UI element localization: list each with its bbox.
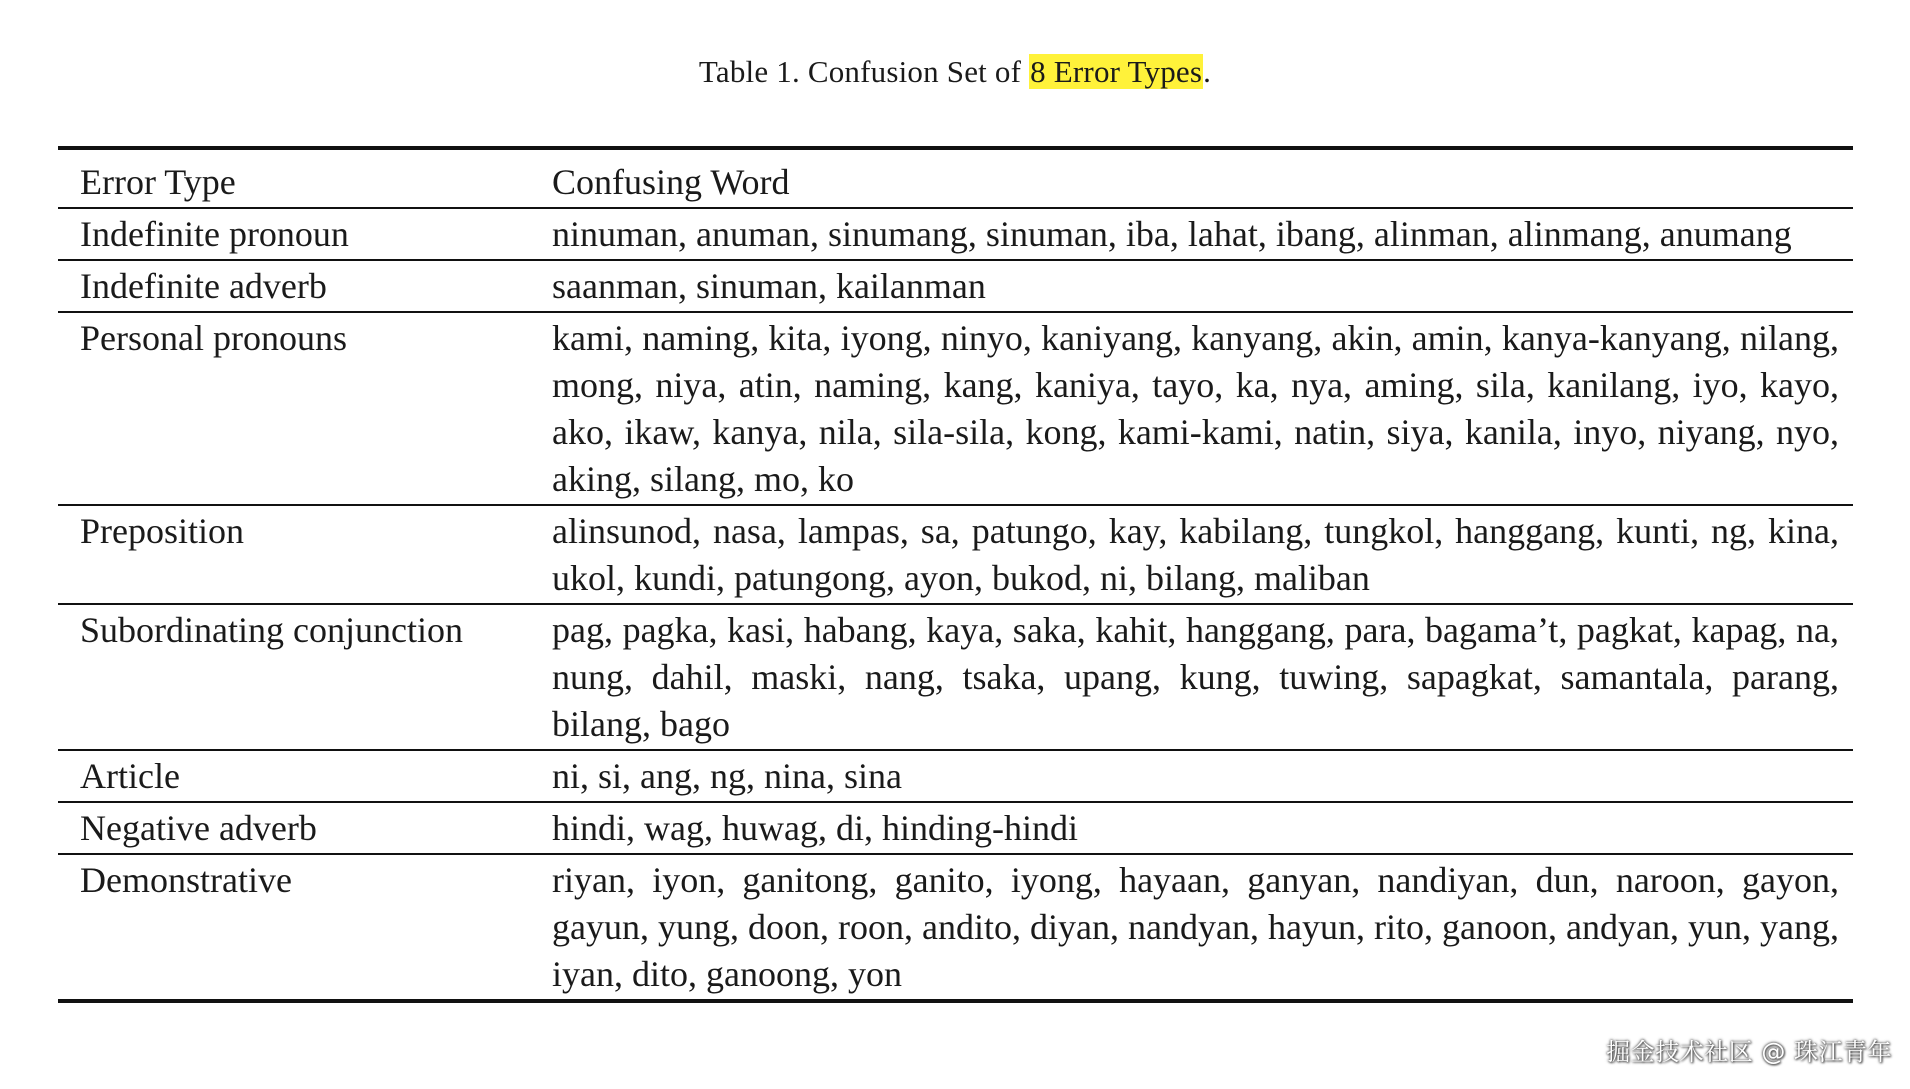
table-row [58, 505, 1853, 604]
caption-prefix: Table 1. Confusion Set of [698, 54, 1030, 89]
confusing-word-cell: hindi, wag, huwag, di, hinding-hindi [552, 802, 1853, 854]
error-type-cell: Demonstrative [80, 860, 292, 900]
table-row [58, 312, 1853, 505]
table-row [58, 604, 1853, 750]
confusing-word-cell: kami, naming, kita, iyong, ninyo, kaniyang, kanyang, akin, amin, kanya-kanyang, nilang, mong, niya, atin, naming, kang, kaniya, tayo, ka, nya, aming, sila, kanilang, iyo, kayo, ako, ikaw, kanya, nila, sila-sila, kong, kami-kami, natin, siya, kanila, inyo, niyang, nyo, aking, silang, mo, ko [552, 312, 1853, 505]
confusion-set-table [58, 146, 1853, 1003]
error-type-cell: Subordinating conjunction [58, 604, 552, 750]
error-type-cell: Article [58, 750, 552, 802]
table-row [58, 750, 1853, 802]
confusing-word-cell: saanman, sinuman, kailanman [552, 260, 1853, 312]
confusing-word-cell: alinsunod, nasa, lampas, sa, patungo, kay, kabilang, tungkol, hanggang, kunti, ng, kina, ukol, kundi, patungong, ayon, bukod, ni, bilang, maliban [552, 505, 1853, 604]
table-caption [0, 50, 1910, 94]
table-container [58, 146, 1853, 1003]
table-row [58, 802, 1853, 854]
header-confusing-word: Confusing Word [552, 148, 1853, 208]
table-row [58, 208, 1853, 260]
confusing-word-cell: riyan, iyon, ganitong, ganito, iyong, hayaan, ganyan, nandiyan, dun, naroon, gayon, gayun, yung, doon, roon, andito, diyan, nandyan, hayun, rito, ganoon, andyan, yun, yang, iyan, dito, ganoong, yon [552, 860, 1839, 994]
confusing-word-cell: ni, si, ang, ng, nina, sina [552, 750, 1853, 802]
confusing-word-cell: ninuman, anuman, sinumang, sinuman, iba, lahat, ibang, alinman, alinmang, anumang [552, 208, 1853, 260]
header-error-type: Error Type [58, 148, 552, 208]
caption-suffix: . [1203, 54, 1212, 89]
error-type-cell: Preposition [58, 505, 552, 604]
table-row [58, 260, 1853, 312]
table-header-row [58, 148, 1853, 208]
watermark: 掘金技术社区 @ 珠江青年 [1606, 1038, 1892, 1066]
confusing-word-cell: pag, pagka, kasi, habang, kaya, saka, kahit, hanggang, para, bagama’t, pagkat, kapag, na, nung, dahil, maski, nang, tsaka, upang, kung, tuwing, sapagkat, samantala, parang, bilang, bago [552, 604, 1853, 750]
error-type-cell: Indefinite pronoun [58, 208, 552, 260]
error-type-cell: Personal pronouns [58, 312, 552, 505]
caption-highlight: 8 Error Types [1030, 54, 1203, 89]
table-row [58, 854, 1853, 1001]
error-type-cell: Indefinite adverb [58, 260, 552, 312]
error-type-cell: Negative adverb [58, 802, 552, 854]
